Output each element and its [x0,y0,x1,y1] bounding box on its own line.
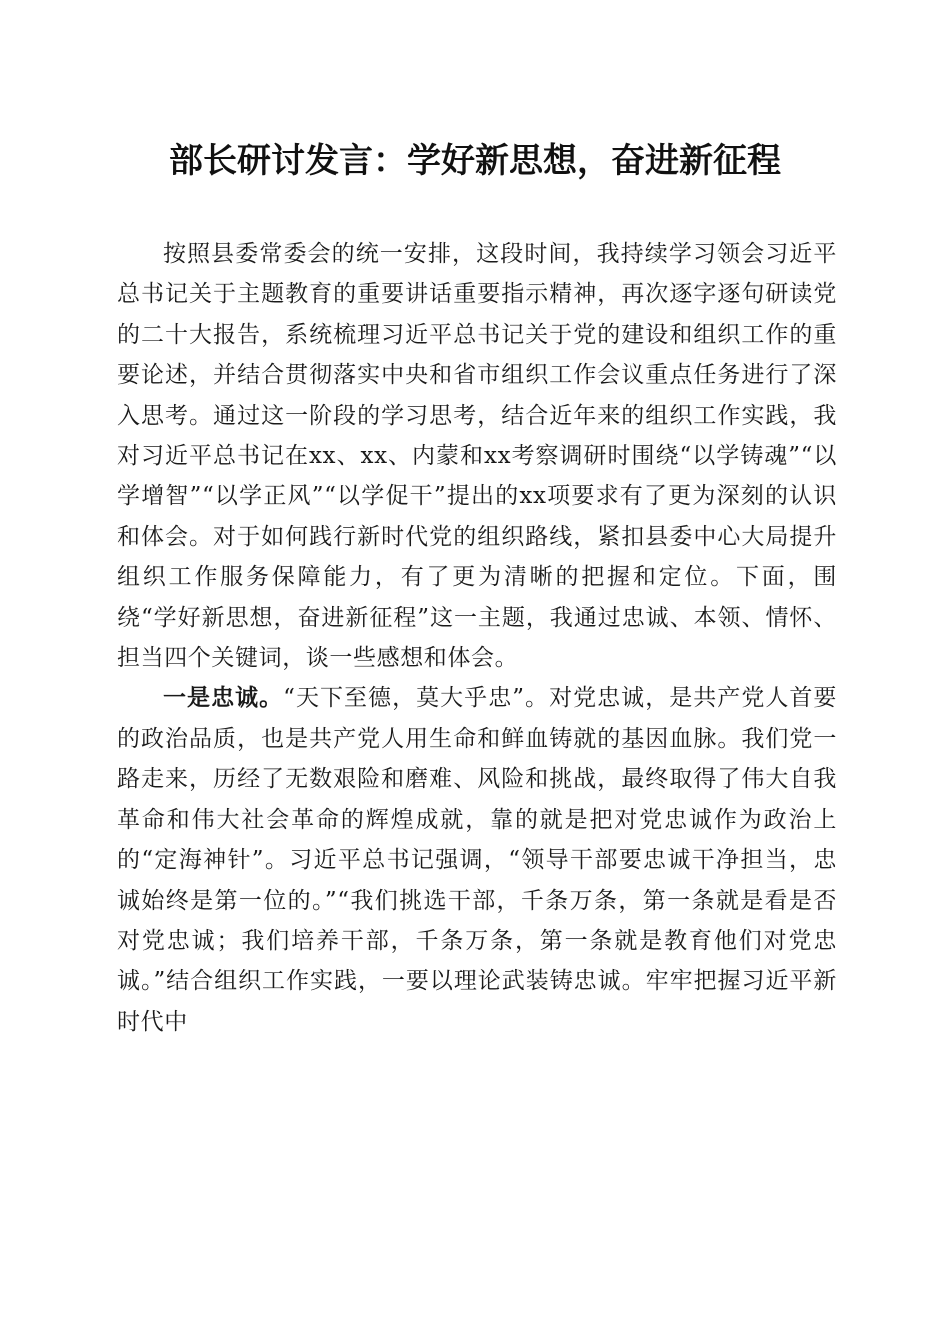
paragraph-text: “天下至德，莫大乎忠”。对党忠诚，是共产党人首要的政治品质，也是共产党人用生命和鲜血铸就的基因血脉。我们党一路走来，历经了无数艰险和磨难、风险和挑战，最终取得了伟大自我革命和伟大社会革命的辉煌成就，靠的就是把对党忠诚作为政治上的“定海神针”。习近平总书记强调，“领导干部要忠诚干净担当，忠诚始终是第一位的。”“我们挑选干部，千条万条，第一条就是看是否对党忠诚；我们培养干部，千条万条，第一条就是教育他们对党忠诚。”结合组织工作实践，一要以理论武装铸忠诚。牢牢把握习近平新时代中 [117,685,838,1035]
document-body [117,234,837,1042]
paragraph-lead: 一是忠诚。 [163,684,284,712]
paragraph-loyalty [117,678,837,1042]
document-title: 部长研讨发言：学好新思想，奋进新征程 [169,141,781,181]
paragraph-text: 按照县委常委会的统一安排，这段时间，我持续学习领会习近平总书记关于主题教育的重要讲话重要指示精神，再次逐字逐句研读党的二十大报告，系统梳理习近平总书记关于党的建设和组织工作的重要论述，并结合贯彻落实中央和省市组织工作会议重点任务进行了深入思考。通过这一阶段的学习思考，结合近年来的组织工作实践，我对习近平总书记在xx、xx、内蒙和xx考察调研时围绕“以学铸魂”“以学增智”“以学正风”“以学促干”提出的xx项要求有了更为深刻的认识和体会。对于如何践行新时代党的组织路线，紧扣县委中心大局提升组织工作服务保障能力，有了更为清晰的把握和定位。下面，围绕“学好新思想，奋进新征程”这一主题，我通过忠诚、本领、情怀、担当四个关键词，谈一些感想和体会。 [117,241,837,672]
paragraph-intro [117,234,837,678]
